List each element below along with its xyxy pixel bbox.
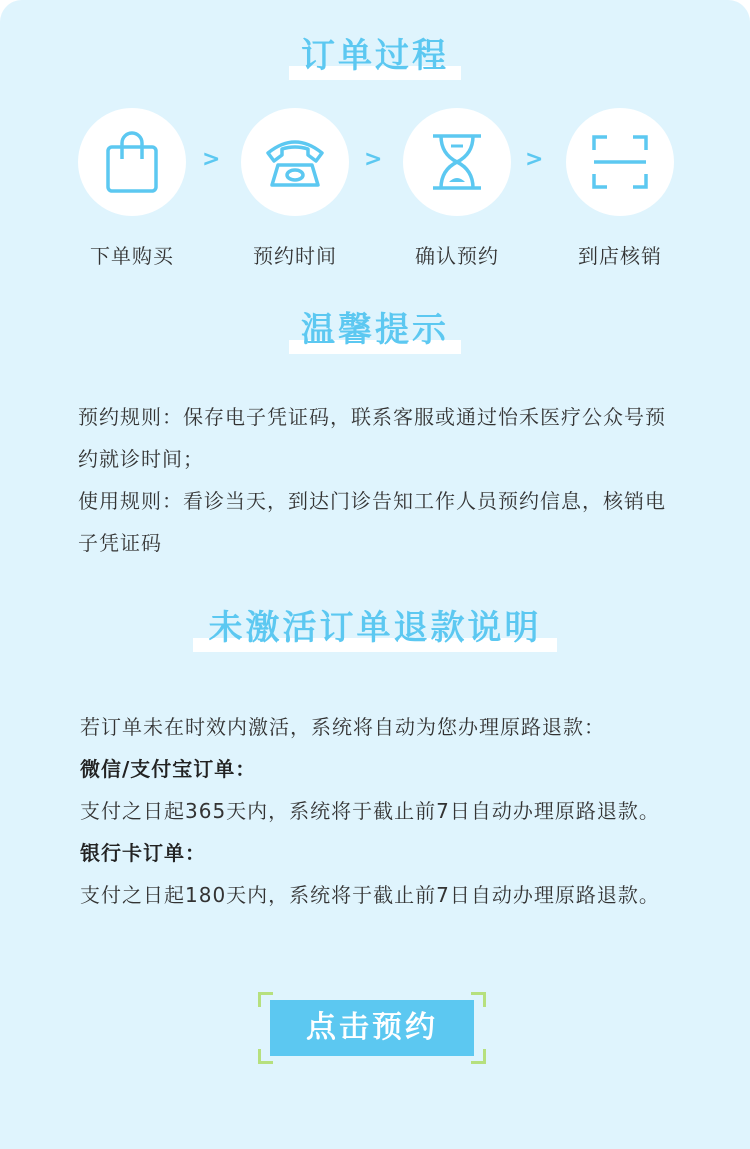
step-arrow: > bbox=[525, 147, 544, 172]
tip-usage-rule: 使用规则：看诊当天，到达门诊告知工作人员预约信息，核销电子凭证码 bbox=[78, 489, 666, 555]
step-circle bbox=[566, 108, 674, 216]
refund-block bbox=[80, 706, 700, 916]
hourglass-icon bbox=[431, 132, 483, 192]
step-arrow: > bbox=[202, 147, 221, 172]
refund-bank-heading: 银行卡订单： bbox=[80, 841, 206, 865]
scan-icon bbox=[591, 134, 649, 190]
step-confirm bbox=[387, 108, 527, 269]
section-title-tips-text: 温馨提示 bbox=[301, 310, 449, 350]
book-button-frame bbox=[258, 992, 486, 1064]
step-label: 到店核销 bbox=[578, 244, 662, 268]
step-verify bbox=[550, 108, 690, 269]
step-label: 下单购买 bbox=[90, 244, 174, 268]
step-label: 预约时间 bbox=[253, 244, 337, 268]
section-title-refund-text: 未激活订单退款说明 bbox=[208, 608, 542, 648]
section-title-process-text: 订单过程 bbox=[301, 36, 449, 76]
tips-block bbox=[78, 396, 678, 564]
step-arrow: > bbox=[364, 147, 383, 172]
section-title-tips bbox=[0, 300, 750, 360]
refund-wechat-heading: 微信/支付宝订单： bbox=[80, 757, 257, 781]
tip-booking-rule: 预约规则：保存电子凭证码，联系客服或通过怡禾医疗公众号预约就诊时间； bbox=[78, 405, 666, 471]
telephone-icon bbox=[264, 133, 326, 191]
refund-bank-text: 支付之日起180天内，系统将于截止前7日自动办理原路退款。 bbox=[80, 883, 660, 907]
refund-wechat-text: 支付之日起365天内，系统将于截止前7日自动办理原路退款。 bbox=[80, 799, 660, 823]
refund-intro: 若订单未在时效内激活，系统将自动为您办理原路退款： bbox=[80, 715, 605, 739]
section-title-refund bbox=[0, 598, 750, 658]
section-title-process bbox=[0, 26, 750, 86]
step-label: 确认预约 bbox=[415, 244, 499, 268]
step-circle bbox=[78, 108, 186, 216]
step-buy bbox=[62, 108, 202, 269]
step-circle bbox=[403, 108, 511, 216]
book-now-button[interactable]: 点击预约 bbox=[270, 1000, 474, 1056]
shopping-bag-icon bbox=[102, 129, 162, 195]
step-circle bbox=[241, 108, 349, 216]
step-schedule bbox=[225, 108, 365, 269]
